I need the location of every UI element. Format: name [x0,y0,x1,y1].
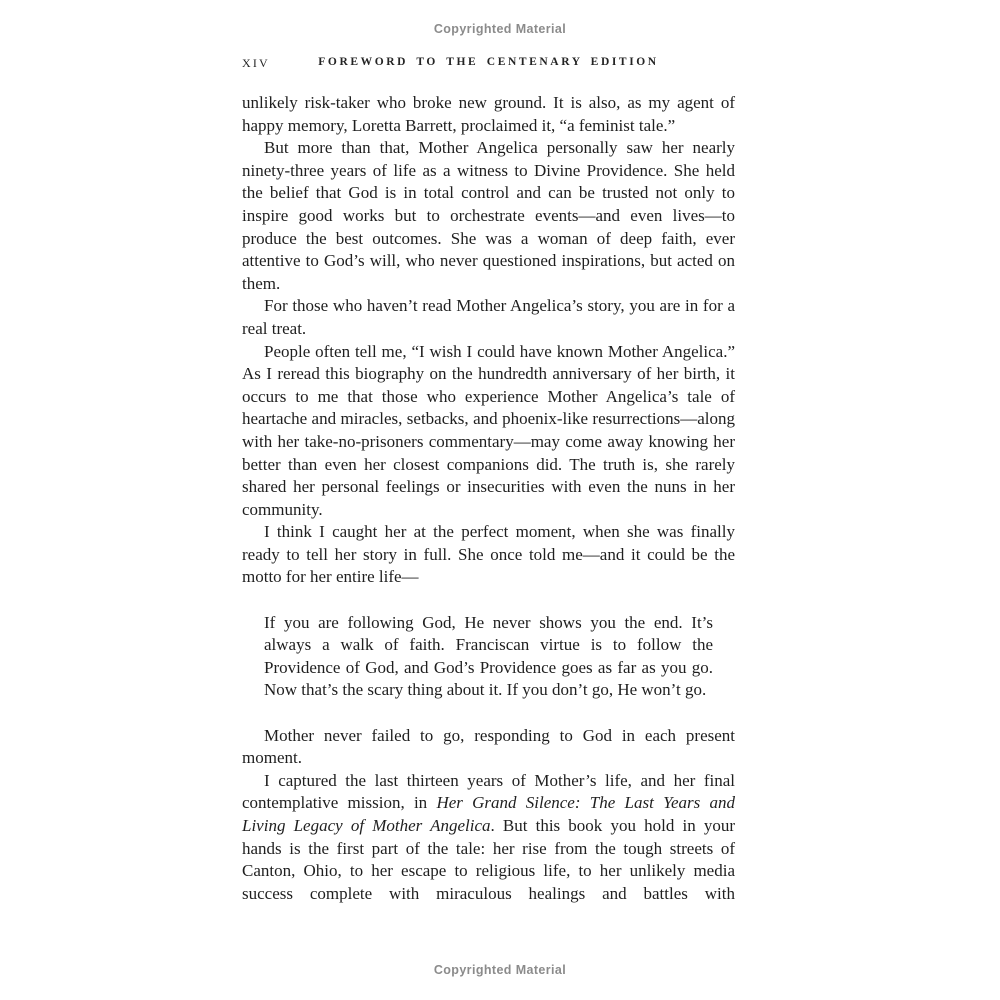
paragraph: But more than that, Mother Angelica personally saw her nearly ninety-three years of life as a witness to Divine Providence. She held the belief that God is in total control and can be trusted not only to inspire good works but to orchestrate events—and even lives—to produce the best outcomes. She was a woman of deep faith, ever attentive to God’s will, who never questioned inspirations, but acted on them. [242,138,735,293]
foreword-title: FOREWORD TO THE CENTENARY EDITION [318,56,659,68]
copyright-notice-bottom: Copyrighted Material [433,963,567,977]
running-header [242,56,735,72]
paragraph: Mother never failed to go, responding to God in each present moment. [242,725,735,768]
block-quote [264,612,713,702]
quote-text: If you are following God, He never shows you the end. It’s always a walk of faith. Franciscan virtue is to follow the Providence of God, and God’s Providence goes as far as you go. Now that’s the scary thing about it. If you don’t go, He won’t go. [264,612,713,700]
paragraph: I think I caught her at the perfect moment, when she was finally ready to tell her story in full. She once told me—and it could be the motto for her entire life— [242,522,735,587]
closing-text-before: I captured the last thirteen years of Mother’s life, and her final contemplative mission, in [242,770,735,813]
paragraph: People often tell me, “I wish I could have known Mother Angelica.” As I reread this biography on the hundredth anniversary of her birth, it occurs to me that those who experience Mother Angelica’s tale of heartache and miracles, setbacks, and phoenix-like resurrections—along with her take-no-prisoners commentary—may come away knowing her better than even her closest companions did. The truth is, she rarely shared her personal feelings or insecurities with even the nuns in her community. [242,341,735,519]
closing-text-after: . But this book you hold in your hands is the first part of the tale: her rise from the tough streets of Canton, Ohio, to her escape to religious life, to her unlikely media success complete with miraculous healings and battles with [242,816,735,903]
body-text-block [242,92,735,905]
paragraph-continuation: unlikely risk-taker who broke new ground. It is also, as my agent of happy memory, Loretta Barrett, proclaimed it, “a feminist tale.” [242,93,735,135]
page-number: XIV [242,56,270,70]
book-title-italic: Her Grand Silence: The Last Years and Living Legacy of Mother Angelica [242,793,735,835]
copyright-notice-top: Copyrighted Material [433,22,567,36]
closing-paragraph [242,770,735,906]
paragraph: For those who haven’t read Mother Angelica’s story, you are in for a real treat. [242,296,735,338]
